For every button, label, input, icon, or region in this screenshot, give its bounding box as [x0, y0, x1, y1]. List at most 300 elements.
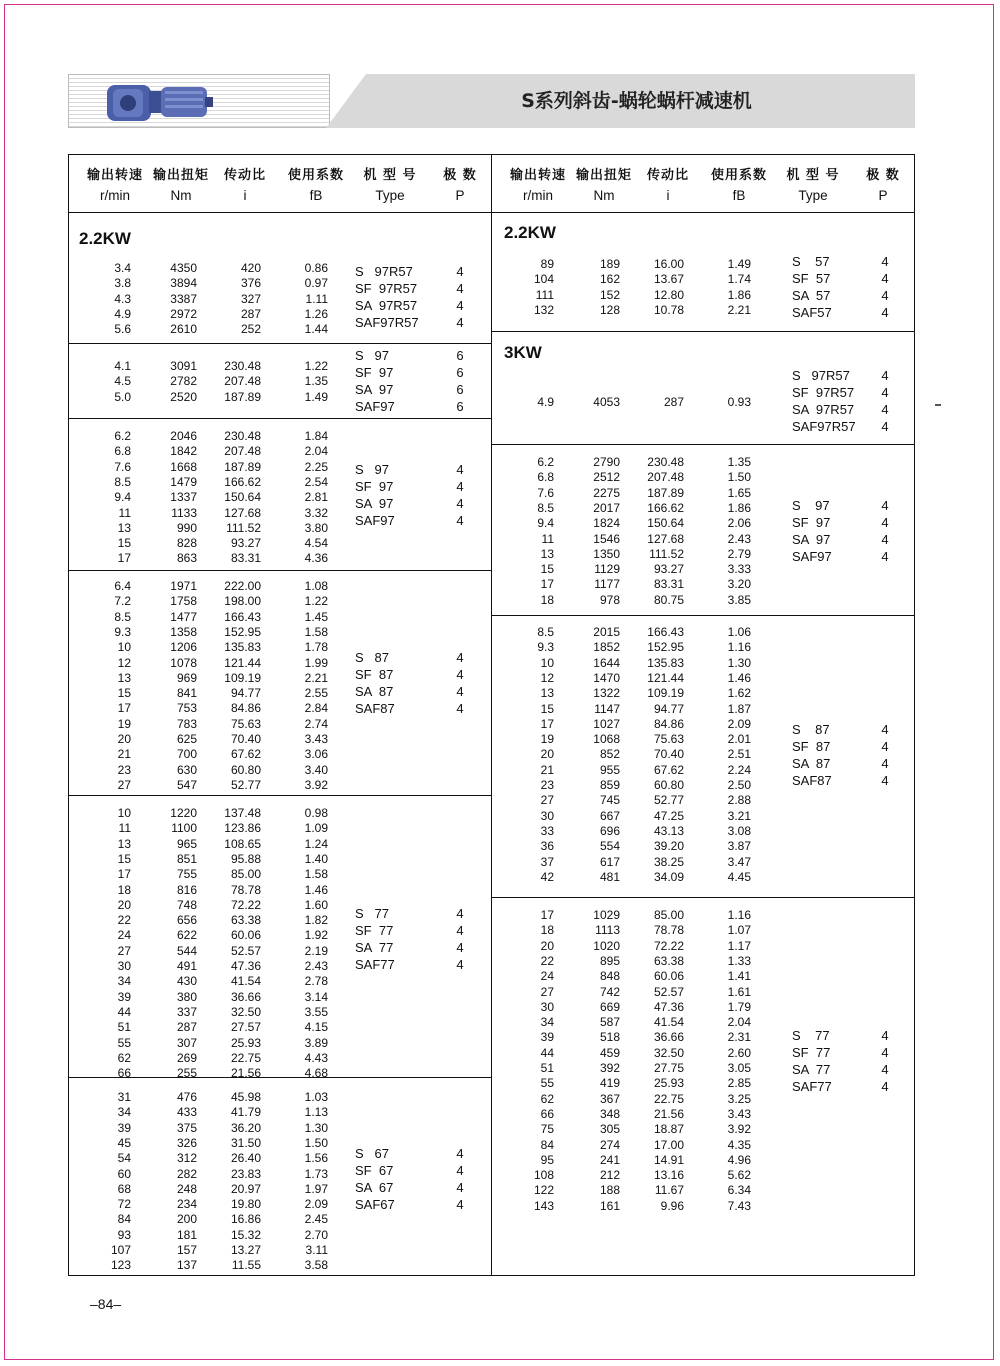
table-cell-factor: 1.40 — [304, 851, 328, 866]
table-cell-torque: 282 — [176, 1166, 197, 1181]
table-cell-torque: 783 — [176, 716, 197, 731]
table-cell-torque: 1842 — [170, 444, 197, 459]
column-unit-model: Type — [375, 188, 405, 203]
table-cell-torque: 1358 — [170, 624, 197, 639]
page-header — [68, 74, 915, 128]
table-cell-torque: 375 — [176, 1120, 197, 1135]
table-cell-speed: 104 — [533, 272, 554, 287]
table-cell-ratio: 23.83 — [230, 1166, 261, 1181]
table-cell-torque: 367 — [599, 1091, 620, 1106]
table-cell-torque: 1068 — [593, 732, 620, 747]
pole-count: 4 — [456, 1180, 464, 1195]
table-cell-factor: 3.87 — [727, 839, 751, 854]
table-cell-factor: 2.43 — [304, 959, 328, 973]
table-cell-speed: 12 — [117, 655, 131, 670]
table-cell-torque: 1758 — [170, 594, 197, 609]
table-cell-ratio: 109.19 — [647, 686, 684, 701]
pole-count: 4 — [881, 532, 889, 547]
table-cell-torque: 476 — [176, 1090, 197, 1104]
table-cell-factor: 1.24 — [304, 836, 328, 851]
table-cell-torque: 392 — [599, 1061, 620, 1075]
model-type: SAF87 — [355, 701, 395, 716]
table-cell-factor: 1.78 — [304, 640, 328, 655]
table-cell-torque: 630 — [176, 762, 197, 777]
table-cell-torque: 2790 — [593, 455, 620, 469]
pole-count: 4 — [881, 515, 889, 530]
group-divider — [492, 615, 915, 616]
table-cell-factor: 1.30 — [304, 1120, 328, 1135]
pole-count: 4 — [881, 1062, 889, 1077]
table-cell-ratio: 327 — [240, 291, 261, 306]
table-cell-speed: 39 — [540, 1030, 554, 1045]
table-cell-speed: 95 — [540, 1152, 554, 1167]
table-cell-torque: 1971 — [170, 579, 197, 593]
table-cell-torque: 326 — [176, 1135, 197, 1150]
pole-count: 4 — [881, 722, 889, 737]
table-cell-speed: 6.8 — [537, 470, 554, 485]
table-cell-torque: 656 — [176, 913, 197, 928]
table-cell-ratio: 187.89 — [224, 389, 261, 404]
table-cell-torque: 1337 — [170, 490, 197, 505]
table-cell-speed: 143 — [533, 1198, 554, 1213]
header-divider — [69, 212, 914, 213]
table-cell-torque: 895 — [599, 953, 620, 968]
table-cell-ratio: 26.40 — [230, 1151, 261, 1166]
table-cell-torque: 137 — [176, 1258, 197, 1273]
table-cell-torque: 544 — [176, 943, 197, 958]
table-cell-factor: 1.03 — [304, 1090, 328, 1104]
table-cell-ratio: 41.54 — [230, 974, 261, 989]
table-cell-factor: 2.31 — [727, 1030, 751, 1045]
table-cell-factor: 2.09 — [304, 1197, 328, 1212]
model-type: SF 67 — [355, 1163, 394, 1178]
column-unit-ratio: i — [243, 188, 247, 203]
table-cell-torque: 4350 — [170, 261, 197, 275]
table-cell-speed: 24 — [117, 928, 131, 943]
table-cell-ratio: 22.75 — [230, 1050, 261, 1065]
table-cell-speed: 30 — [540, 808, 554, 823]
table-cell-speed: 15 — [117, 851, 131, 866]
table-cell-speed: 4.5 — [114, 374, 131, 389]
table-cell-factor: 3.40 — [304, 762, 328, 777]
table-cell-ratio: 36.20 — [230, 1120, 261, 1135]
table-cell-ratio: 72.22 — [653, 938, 684, 953]
table-cell-speed: 89 — [540, 257, 554, 271]
table-cell-ratio: 85.00 — [653, 908, 684, 922]
table-cell-ratio: 60.06 — [653, 969, 684, 984]
table-cell-speed: 19 — [117, 716, 131, 731]
table-cell-ratio: 41.54 — [653, 1015, 684, 1030]
model-type: SAF57 — [792, 305, 832, 320]
pole-count: 4 — [456, 650, 464, 665]
table-cell-ratio: 85.00 — [230, 867, 261, 882]
table-cell-torque: 152 — [599, 287, 620, 302]
table-cell-torque: 2015 — [593, 625, 620, 639]
table-cell-speed: 13 — [540, 686, 554, 701]
pole-count: 4 — [881, 739, 889, 754]
table-cell-torque: 1129 — [594, 562, 620, 577]
table-cell-torque: 380 — [176, 989, 197, 1004]
table-cell-ratio: 41.79 — [230, 1105, 261, 1120]
table-cell-ratio: 150.64 — [647, 516, 684, 531]
table-cell-torque: 274 — [599, 1137, 620, 1152]
table-cell-ratio: 83.31 — [230, 551, 261, 566]
table-cell-speed: 33 — [540, 823, 554, 838]
table-cell-speed: 75 — [540, 1122, 554, 1137]
table-cell-ratio: 70.40 — [230, 732, 261, 746]
table-cell-speed: 107 — [110, 1243, 131, 1257]
pole-count: 4 — [881, 1028, 889, 1043]
pole-count: 6 — [456, 348, 464, 363]
group-divider — [69, 343, 491, 344]
table-cell-torque: 955 — [599, 762, 620, 777]
table-cell-ratio: 47.36 — [653, 999, 684, 1014]
table-cell-speed: 44 — [117, 1004, 131, 1019]
table-cell-ratio: 152.95 — [647, 640, 684, 655]
pole-count: 4 — [456, 923, 464, 938]
table-cell-factor: 3.08 — [727, 823, 751, 838]
column-unit-speed: r/min — [100, 188, 130, 203]
table-cell-speed: 18 — [540, 592, 554, 607]
pole-count: 4 — [456, 315, 464, 330]
table-cell-speed: 15 — [540, 562, 554, 577]
table-cell-ratio: 127.68 — [224, 505, 261, 520]
table-cell-torque: 2017 — [593, 500, 620, 515]
table-cell-speed: 10 — [540, 655, 554, 670]
model-type: SAF97 — [355, 399, 395, 414]
table-cell-ratio: 20.97 — [230, 1181, 261, 1196]
table-cell-speed: 17 — [540, 577, 554, 592]
table-cell-ratio: 109.19 — [224, 670, 261, 685]
table-cell-ratio: 75.63 — [230, 716, 261, 731]
table-cell-torque: 622 — [176, 928, 197, 943]
table-cell-ratio: 135.83 — [224, 640, 261, 655]
table-cell-ratio: 15.32 — [230, 1227, 261, 1242]
table-cell-ratio: 11.67 — [654, 1183, 684, 1198]
table-cell-torque: 1027 — [593, 716, 620, 731]
table-cell-torque: 990 — [176, 520, 197, 535]
power-label: 2.2KW — [79, 229, 131, 248]
column-unit-torque: Nm — [170, 188, 192, 203]
table-cell-factor: 3.58 — [304, 1258, 328, 1273]
table-cell-torque: 128 — [599, 302, 620, 317]
pole-count: 4 — [881, 1045, 889, 1060]
table-cell-speed: 4.3 — [114, 291, 131, 306]
model-type: SF 77 — [792, 1045, 831, 1060]
table-cell-speed: 18 — [540, 923, 554, 938]
table-cell-torque: 848 — [599, 969, 620, 984]
table-cell-speed: 84 — [540, 1137, 554, 1152]
pole-count: 4 — [456, 1146, 464, 1161]
table-cell-speed: 34 — [117, 1105, 131, 1120]
table-cell-speed: 84 — [117, 1212, 131, 1227]
table-cell-torque: 1470 — [593, 670, 620, 685]
pole-count: 4 — [456, 462, 464, 477]
table-cell-factor: 3.92 — [304, 777, 328, 792]
table-cell-torque: 491 — [176, 959, 197, 973]
table-cell-ratio: 11.55 — [231, 1258, 261, 1273]
table-cell-speed: 45 — [117, 1135, 131, 1150]
model-type: SF 97 — [355, 365, 394, 380]
table-cell-speed: 3.4 — [114, 261, 131, 275]
table-cell-ratio: 36.66 — [230, 989, 261, 1004]
table-cell-speed: 22 — [117, 913, 131, 928]
table-cell-torque: 1078 — [170, 655, 197, 670]
table-cell-ratio: 18.87 — [653, 1122, 684, 1137]
table-cell-factor: 1.30 — [727, 655, 751, 670]
table-cell-factor: 1.16 — [727, 640, 751, 655]
table-cell-speed: 11 — [118, 821, 131, 836]
model-type: SF 87 — [355, 667, 394, 682]
table-cell-torque: 162 — [599, 272, 620, 287]
table-cell-ratio: 32.50 — [653, 1045, 684, 1060]
table-cell-speed: 13 — [540, 546, 554, 561]
table-cell-ratio: 94.77 — [230, 686, 261, 701]
table-cell-ratio: 39.20 — [653, 839, 684, 854]
table-cell-ratio: 252 — [240, 322, 261, 337]
table-cell-factor: 1.65 — [727, 485, 751, 500]
table-cell-factor: 4.43 — [304, 1050, 328, 1065]
table-cell-factor: 1.92 — [304, 928, 328, 943]
table-cell-speed: 7.2 — [114, 594, 131, 609]
column-unit-torque: Nm — [593, 188, 615, 203]
table-cell-torque: 1220 — [170, 806, 197, 820]
group-divider — [69, 570, 491, 571]
table-cell-factor: 1.33 — [727, 953, 751, 968]
page-title: S系列斜齿-蜗轮蜗杆减速机 — [521, 90, 752, 112]
table-cell-ratio: 150.64 — [224, 490, 261, 505]
table-cell-ratio: 52.57 — [230, 943, 261, 958]
table-cell-speed: 13 — [117, 520, 131, 535]
table-cell-factor: 1.61 — [727, 984, 751, 999]
table-cell-factor: 2.21 — [727, 302, 751, 317]
table-cell-ratio: 12.80 — [653, 287, 684, 302]
table-cell-factor: 1.97 — [304, 1181, 328, 1196]
table-cell-speed: 7.6 — [537, 485, 554, 500]
table-cell-factor: 1.09 — [304, 821, 328, 836]
table-cell-ratio: 222.00 — [224, 579, 261, 593]
table-cell-speed: 10 — [117, 640, 131, 655]
table-cell-ratio: 93.27 — [230, 536, 261, 551]
table-cell-ratio: 420 — [240, 261, 261, 275]
table-cell-torque: 189 — [599, 257, 620, 271]
column-header-model: 机 型 号 — [786, 168, 840, 183]
table-cell-speed: 9.3 — [537, 640, 554, 655]
table-cell-torque: 2972 — [170, 306, 197, 321]
model-type: S 97R57 — [792, 368, 850, 383]
table-cell-speed: 24 — [540, 969, 554, 984]
model-type: S 97 — [355, 348, 389, 363]
table-cell-torque: 1644 — [593, 655, 620, 670]
table-cell-ratio: 17.00 — [653, 1137, 684, 1152]
table-cell-speed: 12 — [540, 670, 554, 685]
table-cell-factor: 2.51 — [727, 747, 751, 762]
pole-count: 4 — [456, 940, 464, 955]
table-cell-torque: 1133 — [171, 505, 197, 520]
table-cell-speed: 11 — [541, 531, 554, 546]
table-cell-speed: 6.2 — [114, 429, 131, 443]
table-cell-torque: 1147 — [594, 701, 620, 716]
table-cell-torque: 212 — [599, 1168, 620, 1183]
table-cell-factor: 1.58 — [304, 867, 328, 882]
model-type: SF 87 — [792, 739, 831, 754]
pole-count: 4 — [881, 385, 889, 400]
table-cell-torque: 816 — [176, 882, 197, 897]
table-cell-factor: 2.70 — [304, 1227, 328, 1242]
table-cell-speed: 21 — [540, 762, 554, 777]
table-cell-speed: 132 — [533, 302, 554, 317]
pole-count: 4 — [456, 513, 464, 528]
table-cell-torque: 841 — [176, 686, 197, 701]
column-unit-poles: P — [455, 188, 465, 203]
table-cell-ratio: 72.22 — [230, 897, 261, 912]
pole-count: 4 — [881, 756, 889, 771]
table-cell-factor: 3.05 — [727, 1061, 751, 1075]
model-type: SA 97 — [792, 532, 831, 547]
table-cell-ratio: 137.48 — [224, 806, 261, 820]
table-cell-torque: 828 — [176, 536, 197, 551]
model-type: S 87 — [355, 650, 389, 665]
model-type: SAF97R57 — [355, 315, 419, 330]
pole-count: 6 — [456, 382, 464, 397]
table-cell-torque: 3894 — [170, 276, 197, 291]
model-type: SF 57 — [792, 271, 831, 286]
table-cell-factor: 2.19 — [304, 943, 328, 958]
table-cell-ratio: 9.96 — [660, 1198, 684, 1213]
table-cell-speed: 10 — [117, 806, 131, 820]
table-cell-ratio: 60.80 — [653, 778, 684, 792]
table-cell-speed: 36 — [540, 839, 554, 854]
pole-count: 4 — [881, 402, 889, 417]
table-cell-torque: 200 — [176, 1212, 197, 1227]
table-cell-factor: 3.89 — [304, 1035, 328, 1050]
table-cell-ratio: 78.78 — [230, 882, 261, 897]
table-cell-ratio: 83.31 — [653, 577, 684, 592]
table-cell-factor: 2.43 — [727, 531, 751, 546]
table-cell-factor: 1.49 — [727, 257, 751, 271]
table-cell-factor: 1.46 — [727, 670, 751, 685]
table-cell-factor: 1.41 — [727, 969, 751, 984]
table-cell-ratio: 67.62 — [653, 762, 684, 777]
table-cell-ratio: 127.68 — [647, 531, 684, 546]
table-cell-ratio: 67.62 — [230, 747, 261, 762]
pole-count: 4 — [881, 368, 889, 383]
pole-count: 4 — [881, 271, 889, 286]
column-header-speed: 输出转速 — [509, 168, 566, 183]
table-cell-ratio: 60.80 — [230, 762, 261, 777]
table-cell-torque: 669 — [599, 999, 620, 1014]
table-cell-factor: 3.14 — [304, 989, 328, 1004]
table-cell-factor: 4.45 — [727, 869, 751, 884]
table-cell-factor: 7.43 — [727, 1198, 751, 1213]
table-cell-factor: 1.86 — [727, 500, 751, 515]
table-cell-torque: 2512 — [593, 470, 620, 485]
table-cell-torque: 1668 — [170, 459, 197, 474]
table-cell-factor: 3.32 — [304, 505, 328, 520]
table-cell-speed: 68 — [117, 1181, 131, 1196]
table-cell-speed: 6.4 — [114, 579, 131, 593]
model-type: S 97R57 — [355, 264, 413, 279]
table-cell-speed: 30 — [117, 959, 131, 973]
table-cell-torque: 700 — [176, 747, 197, 762]
model-type: SF 97R57 — [355, 281, 418, 296]
table-cell-factor: 1.50 — [304, 1135, 328, 1150]
table-cell-factor: 1.06 — [727, 625, 751, 639]
table-cell-speed: 51 — [117, 1020, 131, 1035]
pole-count: 4 — [881, 549, 889, 564]
table-cell-ratio: 25.93 — [653, 1076, 684, 1091]
pole-count: 4 — [881, 288, 889, 303]
table-cell-torque: 2520 — [170, 389, 197, 404]
model-type: SA 97R57 — [792, 402, 855, 417]
table-cell-factor: 1.45 — [304, 609, 328, 624]
model-type: SF 97 — [792, 515, 831, 530]
table-cell-ratio: 36.66 — [653, 1030, 684, 1045]
table-cell-ratio: 207.48 — [647, 470, 684, 485]
table-cell-speed: 20 — [117, 732, 131, 746]
table-cell-ratio: 19.80 — [230, 1197, 261, 1212]
table-cell-speed: 20 — [540, 747, 554, 762]
table-cell-factor: 4.54 — [304, 536, 328, 551]
table-cell-ratio: 27.57 — [230, 1020, 261, 1035]
table-cell-factor: 3.20 — [727, 577, 751, 592]
table-cell-factor: 4.15 — [304, 1020, 328, 1035]
table-cell-torque: 852 — [599, 747, 620, 762]
pole-count: 4 — [456, 281, 464, 296]
table-cell-factor: 0.97 — [304, 276, 328, 291]
table-cell-ratio: 80.75 — [653, 592, 684, 607]
table-cell-torque: 1100 — [171, 821, 197, 836]
table-cell-torque: 863 — [176, 551, 197, 566]
table-cell-factor: 1.60 — [304, 897, 328, 912]
table-cell-factor: 2.60 — [727, 1045, 751, 1060]
table-cell-ratio: 60.06 — [230, 928, 261, 943]
group-divider — [492, 444, 915, 445]
table-cell-torque: 745 — [599, 793, 620, 808]
model-type: S 77 — [792, 1028, 830, 1043]
table-cell-speed: 27 — [117, 777, 131, 792]
table-cell-factor: 1.74 — [727, 272, 751, 287]
pole-count: 4 — [881, 419, 889, 434]
table-cell-factor: 3.85 — [727, 592, 751, 607]
table-cell-speed: 123 — [110, 1258, 131, 1273]
table-cell-factor: 3.43 — [727, 1106, 751, 1121]
table-cell-torque: 348 — [599, 1106, 620, 1121]
table-cell-factor: 4.35 — [727, 1137, 751, 1152]
model-type: S 67 — [355, 1146, 389, 1161]
model-type: S 57 — [792, 254, 830, 269]
table-cell-ratio: 111.52 — [226, 520, 261, 535]
table-cell-factor: 3.06 — [304, 747, 328, 762]
table-cell-factor: 1.56 — [304, 1151, 328, 1166]
table-cell-torque: 2046 — [170, 429, 197, 443]
table-cell-torque: 978 — [599, 592, 620, 607]
table-cell-speed: 44 — [540, 1045, 554, 1060]
table-cell-speed: 66 — [117, 1066, 131, 1081]
table-cell-factor: 1.46 — [304, 882, 328, 897]
table-cell-factor: 1.50 — [727, 470, 751, 485]
table-cell-speed: 42 — [540, 869, 554, 884]
column-unit-model: Type — [798, 188, 828, 203]
table-cell-torque: 1113 — [595, 923, 620, 938]
table-cell-factor: 1.44 — [304, 322, 328, 337]
table-cell-factor: 2.06 — [727, 516, 751, 531]
header-stripes — [68, 74, 330, 128]
table-cell-ratio: 166.62 — [647, 500, 684, 515]
table-cell-torque: 1852 — [593, 640, 620, 655]
table-cell-speed: 15 — [540, 701, 554, 716]
table-cell-torque: 433 — [176, 1105, 197, 1120]
